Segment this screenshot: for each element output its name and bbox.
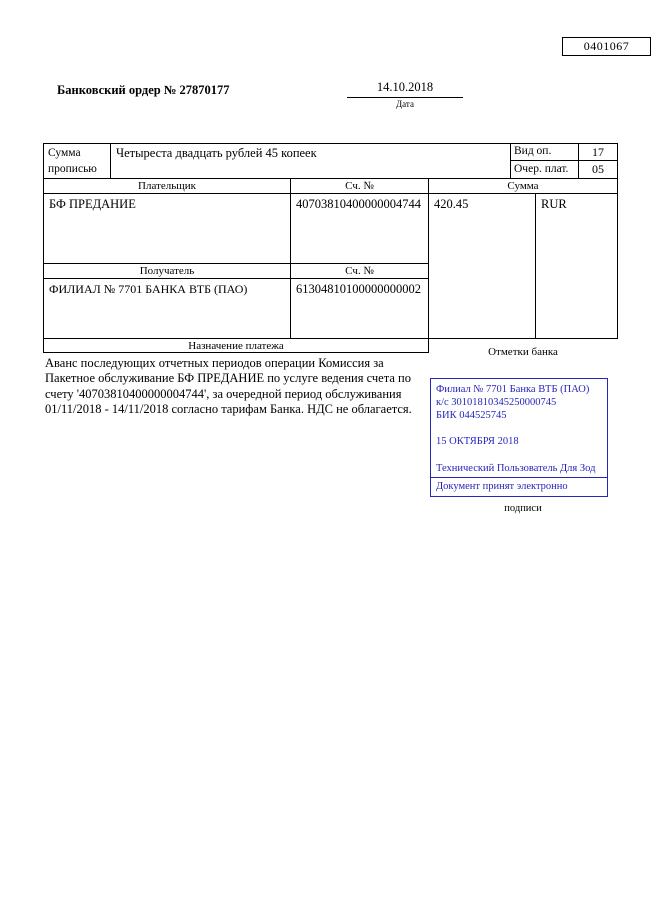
bank-marks-header: Отметки банка bbox=[488, 346, 558, 358]
form-code-box bbox=[562, 37, 651, 56]
amount-currency: RUR bbox=[535, 193, 618, 339]
purpose-header: Назначение платежа bbox=[43, 338, 429, 353]
amount-value: 420.45 bbox=[428, 193, 536, 339]
stamp-corr-account-line: к/с 30101810345250000745 bbox=[436, 397, 557, 409]
document-title: Банковский ордер № 27870177 bbox=[57, 83, 230, 97]
stamp-bik-line: БИК 044525745 bbox=[436, 410, 507, 422]
date-label: Дата bbox=[396, 99, 414, 109]
receiver-header: Получатель bbox=[43, 263, 291, 279]
signatures-label: подписи bbox=[504, 503, 542, 514]
payer-name: БФ ПРЕДАНИЕ bbox=[43, 193, 291, 264]
payer-account-header: Сч. № bbox=[290, 178, 429, 194]
stamp-branch-line: Филиал № 7701 Банка ВТБ (ПАО) bbox=[436, 384, 590, 395]
stamp-gap bbox=[436, 422, 602, 435]
stamp-gap bbox=[436, 449, 602, 462]
stamp-user: Технический Пользователь Для Зод bbox=[436, 462, 596, 474]
date-value: 14.10.2018 bbox=[347, 80, 463, 98]
receiver-account-header: Сч. № bbox=[290, 263, 429, 279]
priority-label: Очер. плат. bbox=[510, 160, 579, 179]
payer-account: 40703810400000004744 bbox=[290, 193, 429, 264]
op-type-value: 17 bbox=[578, 143, 618, 161]
receiver-name: ФИЛИАЛ № 7701 БАНКА ВТБ (ПАО) bbox=[43, 278, 291, 339]
stamp-date: 15 ОКТЯБРЯ 2018 bbox=[436, 436, 519, 448]
purpose-text: Аванс последующих отчетных периодов операции Комиссия за Пакетное обслуживание БФ ПРЕДАНИЕ по услуге ведения счета по счету '40703810400000004744', за очередной период обслуживания 01/11/2018 - 14/11/2018 согласно тарифам Банка. НДС не облагается. bbox=[45, 356, 412, 416]
form-code-value: 0401067 bbox=[583, 39, 630, 53]
sum-words-value: Четыреста двадцать рублей 45 копеек bbox=[110, 143, 511, 179]
amount-header: Сумма bbox=[428, 178, 618, 194]
priority-value: 05 bbox=[578, 160, 618, 179]
bank-stamp bbox=[430, 378, 608, 497]
sum-words-label: Сумма прописью bbox=[43, 143, 111, 179]
receiver-account: 61304810100000000002 bbox=[290, 278, 429, 339]
date-block bbox=[347, 80, 463, 109]
stamp-status: Документ принят электронно bbox=[431, 477, 607, 496]
op-type-label: Вид оп. bbox=[510, 143, 579, 161]
payer-header: Плательщик bbox=[43, 178, 291, 194]
